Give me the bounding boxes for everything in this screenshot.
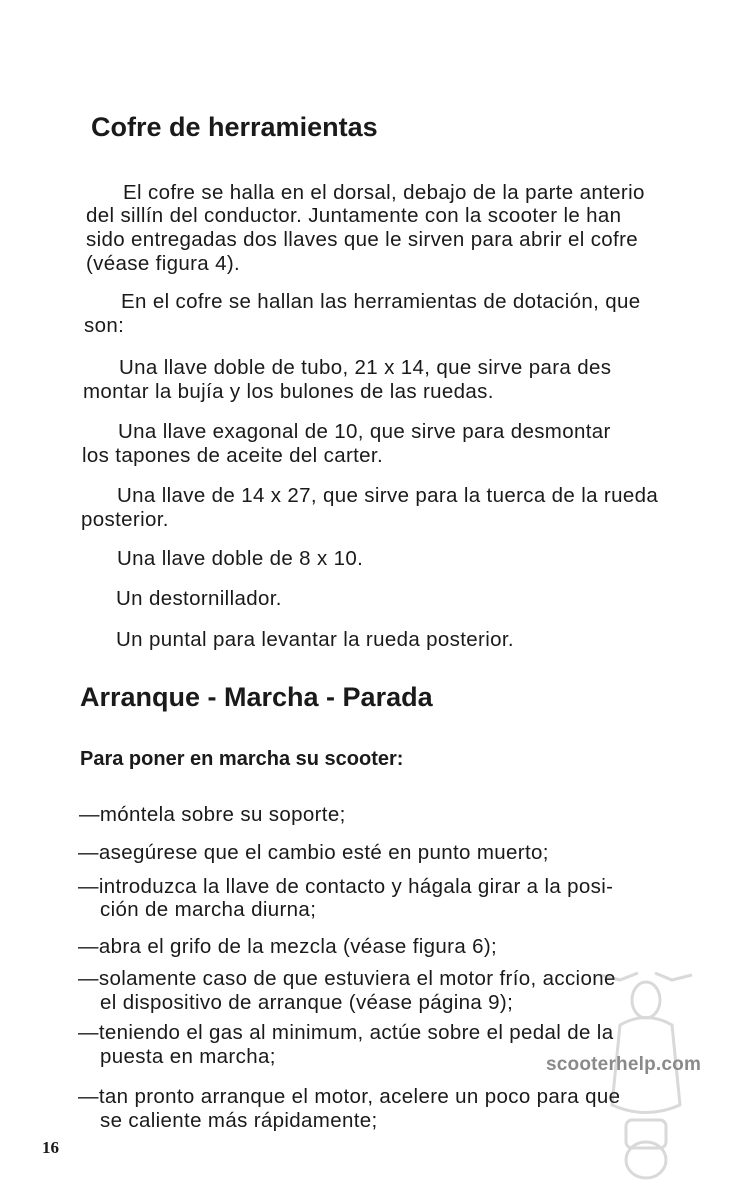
paragraph-line: Un puntal para levantar la rueda posterior. [116,628,514,651]
list-item: —abra el grifo de la mezcla (véase figura 6); [78,935,498,958]
list-item-continuation: puesta en marcha; [100,1045,276,1068]
list-item: —solamente caso de que estuviera el motor frío, accione [78,967,616,990]
list-item: —introduzca la llave de contacto y hágala girar a la posi- [78,875,614,898]
paragraph-line: del sillín del conductor. Juntamente con la scooter le han [86,204,622,227]
paragraph-line: montar la bujía y los bulones de las ruedas. [83,380,494,403]
watermark-text: scooterhelp.com [546,1054,702,1075]
list-item-continuation: el dispositivo de arranque (véase página 9); [100,991,514,1014]
section-title-toolbox: Cofre de herramientas [91,112,378,142]
page-number: 16 [42,1138,59,1157]
list-item: —móntela sobre su soporte; [79,803,346,826]
paragraph-line: son: [84,314,125,337]
paragraph-line: Una llave doble de 8 x 10. [117,547,364,570]
list-item: —tan pronto arranque el motor, acelere un poco para que [78,1085,621,1108]
list-item-continuation: ción de marcha diurna; [100,898,317,921]
paragraph-line: Una llave de 14 x 27, que sirve para la tuerca de la rueda [117,484,659,507]
list-item: —teniendo el gas al minimum, actúe sobre el pedal de la [78,1021,614,1044]
paragraph-line: Un destornillador. [116,587,282,610]
paragraph-line: (véase figura 4). [86,252,241,275]
paragraph-line: El cofre se halla en el dorsal, debajo de la parte anterio [123,181,645,204]
paragraph-line: Una llave doble de tubo, 21 x 14, que sirve para des [119,356,612,379]
section-title-start-run-stop: Arranque - Marcha - Parada [80,682,433,712]
list-item: —asegúrese que el cambio esté en punto muerto; [78,841,549,864]
subsection-title: Para poner en marcha su scooter: [80,748,404,770]
paragraph-line: sido entregadas dos llaves que le sirven para abrir el cofre [86,228,639,251]
paragraph-line: En el cofre se hallan las herramientas de dotación, que [121,290,641,313]
paragraph-line: Una llave exagonal de 10, que sirve para desmontar [118,420,611,443]
paragraph-line: los tapones de aceite del carter. [82,444,384,467]
paragraph-line: posterior. [81,508,169,531]
list-item-continuation: se caliente más rápidamente; [100,1109,378,1132]
